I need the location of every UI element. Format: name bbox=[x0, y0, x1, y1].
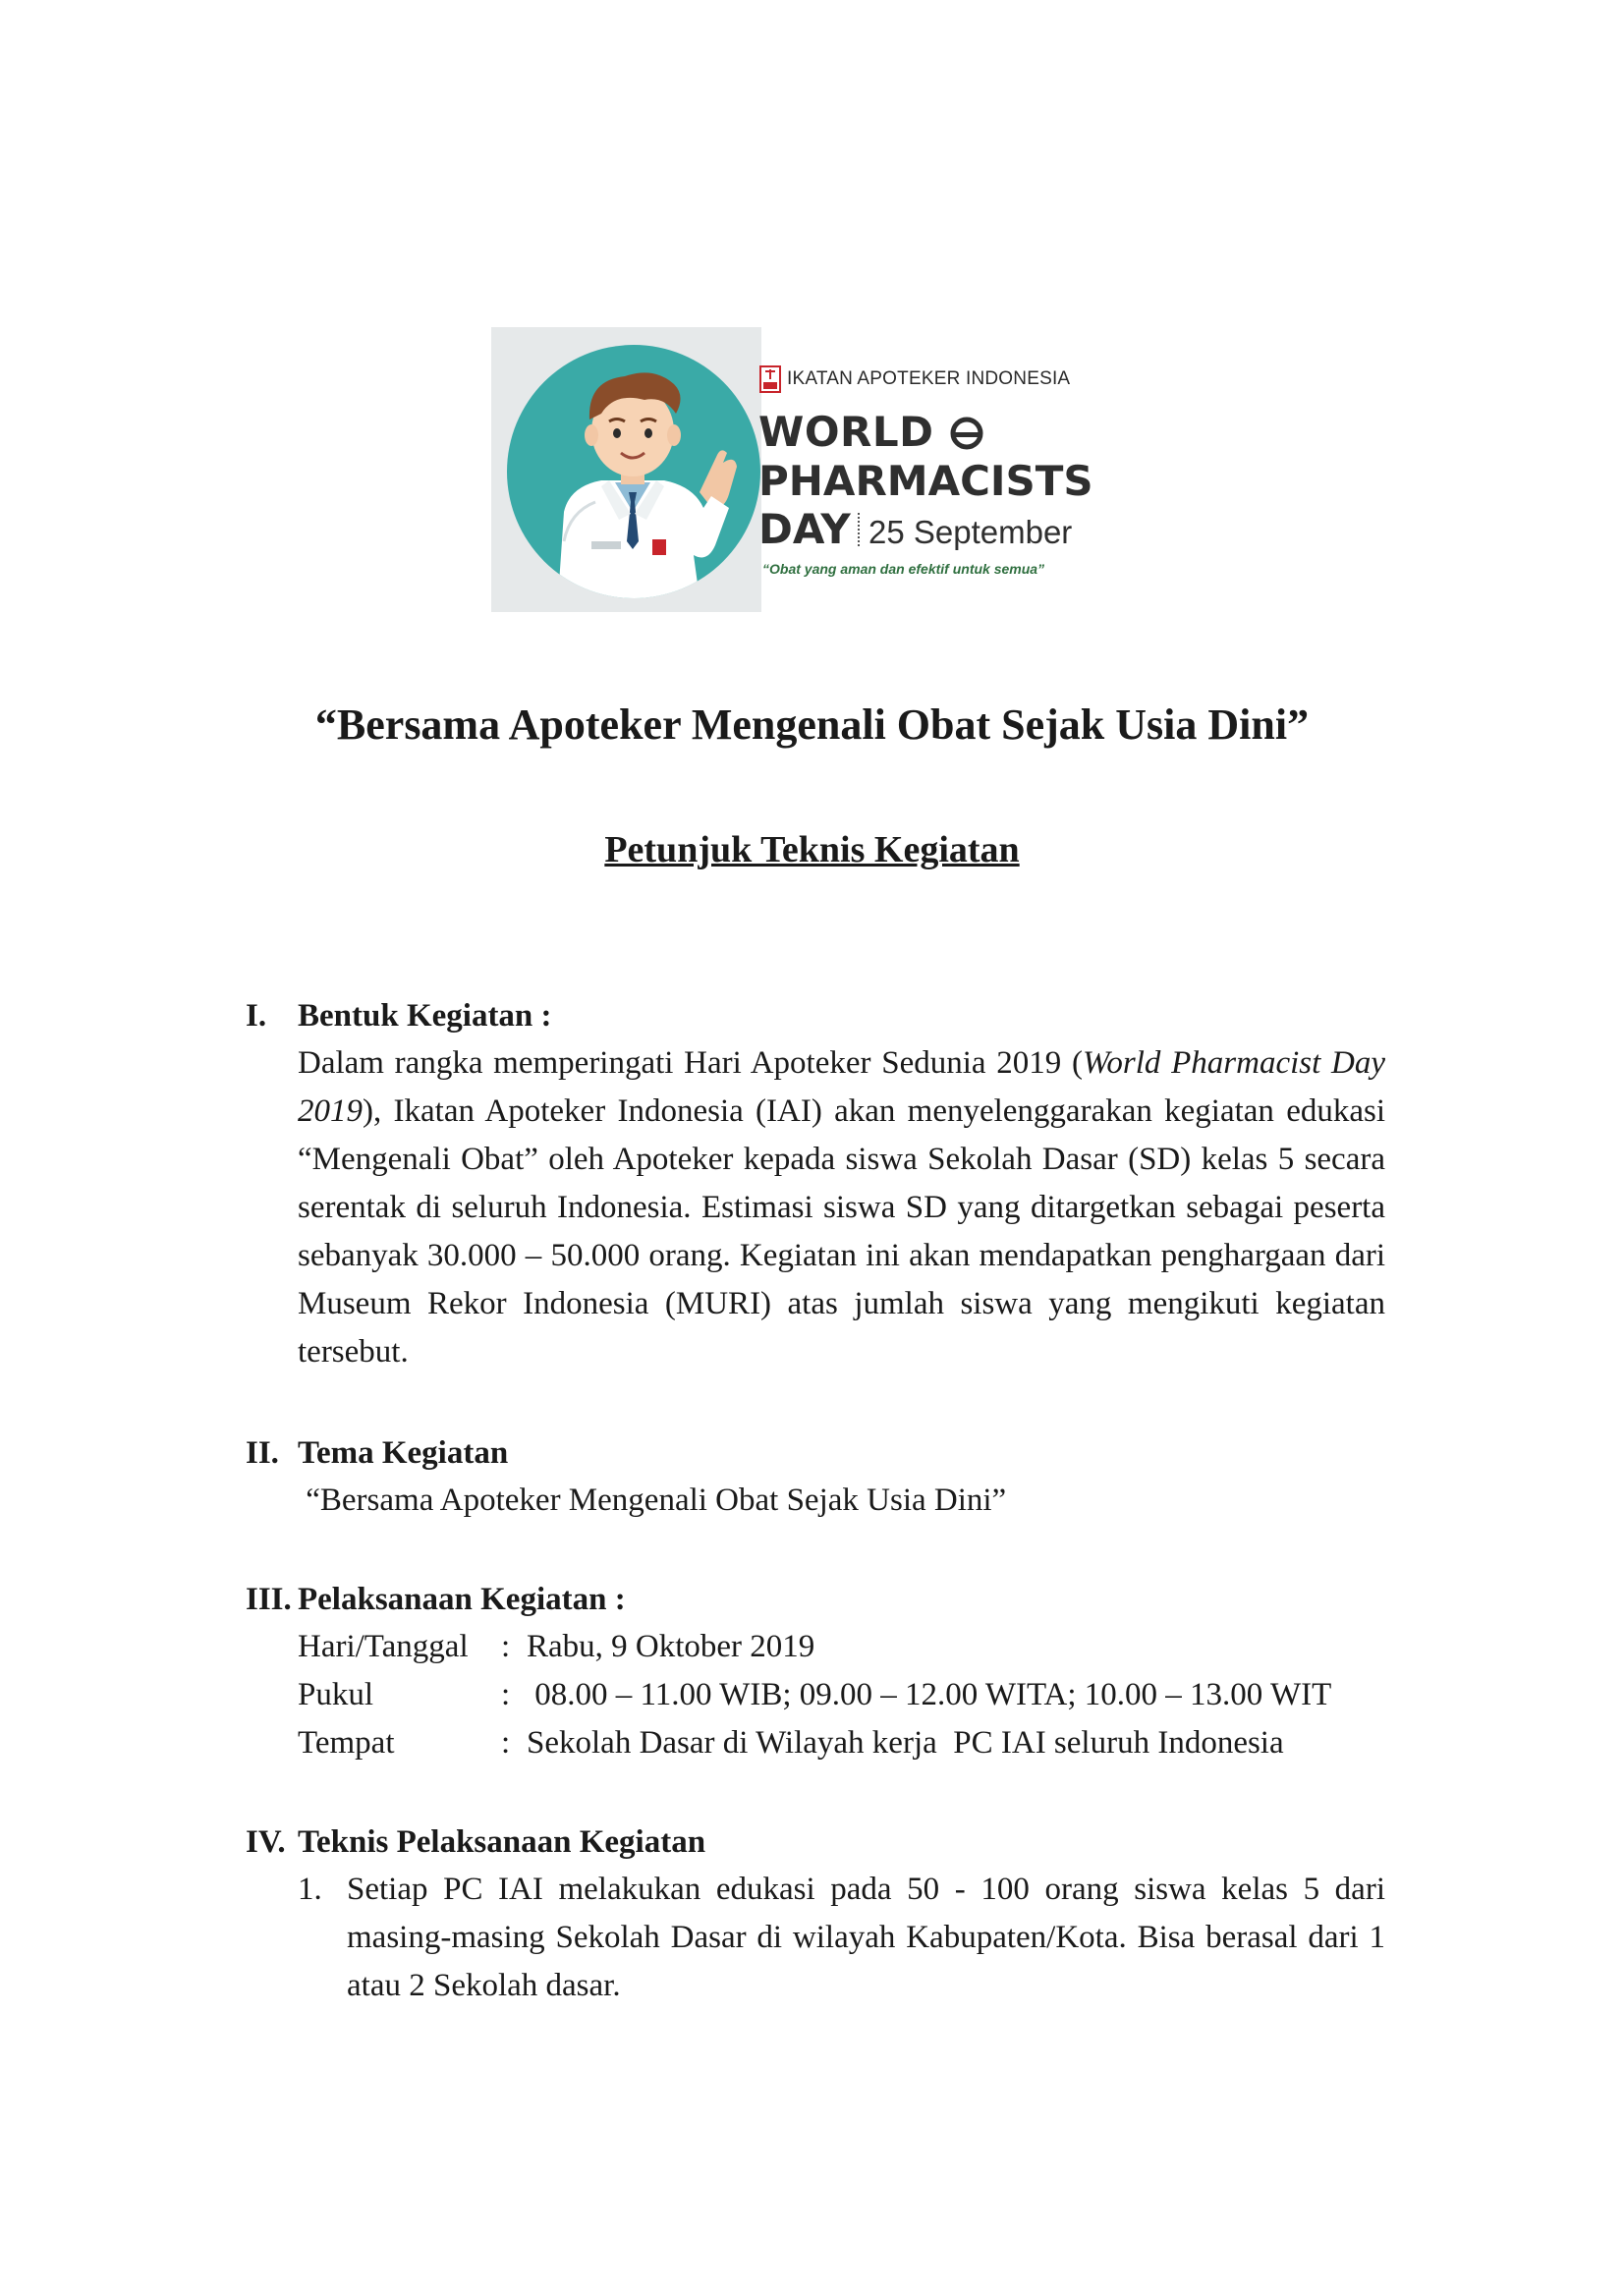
section-title: Tema Kegiatan bbox=[298, 1435, 509, 1471]
document-title: “Bersama Apoteker Mengenali Obat Sejak Usia Dini” bbox=[314, 700, 1310, 749]
section-body: “Bersama Apoteker Mengenali Obat Sejak Usia Dini” bbox=[298, 1483, 1007, 1518]
body-text-italic: World Pharmacist Day 2019 bbox=[298, 1045, 1385, 1129]
body-text-part: ), Ikatan Apoteker Indonesia (IAI) akan menyelenggarakan kegiatan edukasi “Mengenali Obat” oleh Apoteker kepada siswa Sekolah Dasar (SD) kelas 5 secara serentak di seluruh Indonesia. Estimasi siswa SD yang ditargetkan sebagai peserta sebanyak 30.000 – 50.000 orang. Kegiatan ini akan mendapatkan penghargaan dari Museum Rekor Indonesia (MURI) atas jumlah siswa yang mengikuti kegiatan tersebut. bbox=[298, 1093, 1385, 1370]
iai-header bbox=[759, 364, 1070, 394]
section-numeral: III. bbox=[246, 1582, 292, 1617]
detail-row-time bbox=[298, 1671, 1385, 1719]
section-numeral: II. bbox=[246, 1435, 279, 1471]
section-numeral: IV. bbox=[246, 1824, 286, 1860]
event-title-pharmacists: PHARMACISTS bbox=[758, 457, 1093, 505]
mortar-pestle-icon bbox=[949, 416, 984, 451]
event-title-day: DAY bbox=[758, 505, 851, 553]
body-text-part: Dalam rangka memperingati Hari Apoteker Sedunia 2019 ( bbox=[298, 1045, 1083, 1081]
section-title: Pelaksanaan Kegiatan : bbox=[298, 1582, 626, 1617]
event-date: 25 September bbox=[868, 514, 1073, 550]
pharmacist-logo bbox=[507, 345, 760, 598]
detail-colon: : bbox=[501, 1677, 511, 1712]
section-heading bbox=[246, 1819, 1385, 1866]
event-title-world: WORLD bbox=[758, 408, 934, 456]
document-subtitle: Petunjuk Teknis Kegiatan bbox=[604, 829, 1020, 870]
section-heading bbox=[246, 1429, 1385, 1477]
section-pelaksanaan-kegiatan bbox=[246, 1576, 1385, 1767]
section-title: Bentuk Kegiatan : bbox=[298, 998, 552, 1034]
section-heading bbox=[246, 1576, 1385, 1623]
detail-colon: : bbox=[501, 1725, 511, 1761]
section-tema-kegiatan bbox=[246, 1429, 1385, 1525]
pharmacist-illustration bbox=[507, 345, 760, 598]
section-bentuk-kegiatan bbox=[246, 992, 1385, 1376]
list-number: 1. bbox=[298, 1872, 322, 1907]
detail-row-date bbox=[298, 1623, 1385, 1671]
section-body bbox=[298, 1039, 1385, 1376]
detail-label: Tempat bbox=[298, 1725, 395, 1761]
event-banner bbox=[491, 327, 1130, 612]
section-title: Teknis Pelaksanaan Kegiatan bbox=[298, 1824, 706, 1860]
section-numeral: I. bbox=[246, 998, 267, 1034]
section-heading bbox=[246, 992, 1385, 1039]
list-text: Setiap PC IAI melakukan edukasi pada 50 - 100 orang siswa kelas 5 dari masing-masing Sekolah Dasar di wilayah Kabupaten/Kota. Bisa berasal dari 1 atau 2 Sekolah dasar. bbox=[347, 1872, 1385, 2003]
detail-colon: : bbox=[501, 1629, 511, 1664]
date-separator bbox=[858, 513, 862, 546]
detail-row-place bbox=[298, 1719, 1385, 1767]
event-tagline: “Obat yang aman dan efektif untuk semua” bbox=[762, 561, 1045, 577]
org-name: IKATAN APOTEKER INDONESIA bbox=[787, 368, 1071, 389]
detail-value: Rabu, 9 Oktober 2019 bbox=[527, 1629, 815, 1664]
detail-value: Sekolah Dasar di Wilayah kerja PC IAI seluruh Indonesia bbox=[527, 1725, 1284, 1761]
list-item bbox=[298, 1866, 1385, 2010]
section-teknis-pelaksanaan bbox=[246, 1819, 1385, 2010]
iai-logo-icon bbox=[759, 365, 781, 393]
detail-label: Hari/Tanggal bbox=[298, 1629, 469, 1664]
detail-label: Pukul bbox=[298, 1677, 374, 1712]
detail-value: 08.00 – 11.00 WIB; 09.00 – 12.00 WITA; 10.00 – 13.00 WIT bbox=[527, 1677, 1332, 1712]
